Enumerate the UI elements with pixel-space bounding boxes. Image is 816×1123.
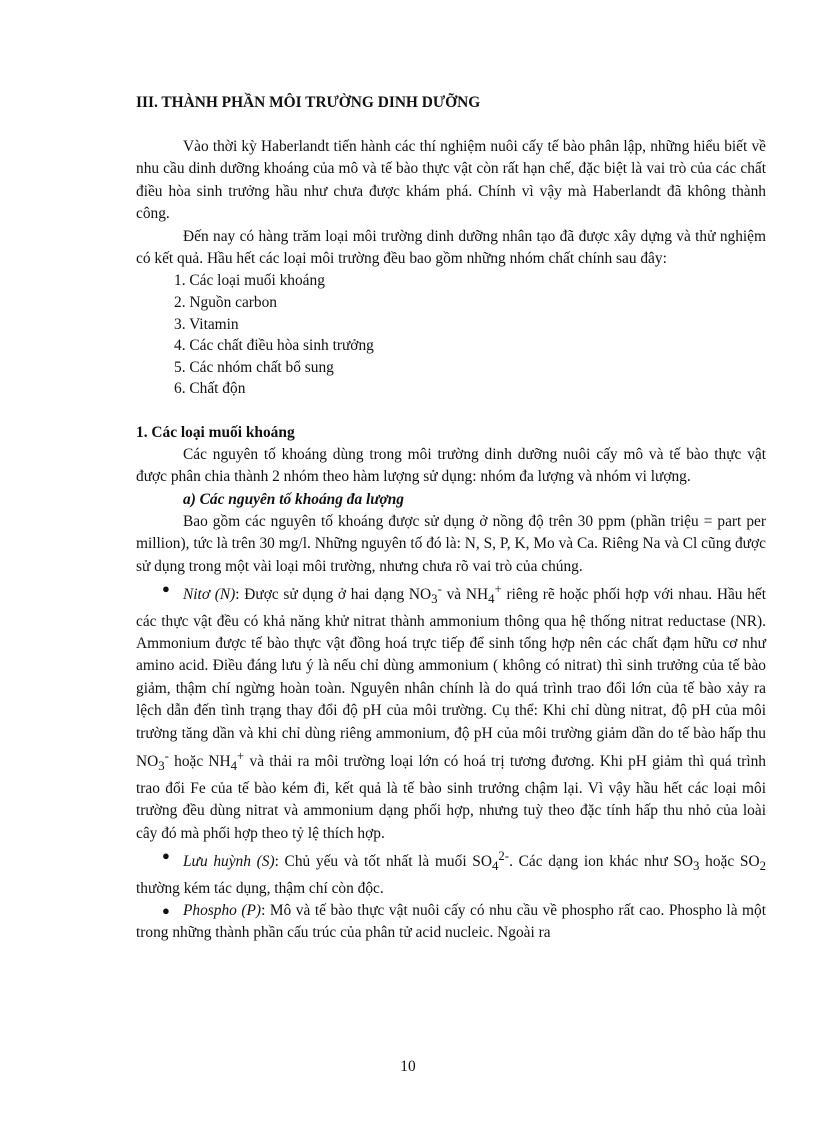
list-item: 2. Nguồn carbon [174,294,278,312]
section1-paragraph: Các nguyên tố khoáng dùng trong môi trường dinh dưỡng nuôi cấy mô và tế bào thực vật được phân chia thành 2 nhóm theo hàm lượng sử dụng: nhóm đa lượng và nhóm vi lượng. [136,446,766,486]
bullet-icon: ● [162,847,170,863]
component-list [136,270,766,400]
section-heading: III. THÀNH PHẦN MÔI TRƯỜNG DINH DƯỠNG [136,94,481,111]
list-item: 1. Các loại muối khoáng [174,272,325,290]
list-item: 5. Các nhóm chất bổ sung [174,358,334,376]
nitrogen-term: Nitơ (N) [183,586,236,604]
bullet-icon: ● [162,902,170,918]
subsection-a-paragraph: Bao gồm các nguyên tố khoáng được sử dụng ở nồng độ trên 30 ppm (phần triệu = part per million), tức là trên 30 mg/l. Những nguyên tố đó là: N, S, P, K, Mo và Ca. Riêng Na và Cl cũng được sử dụng trong một vài loại môi trường, nhưng chưa rõ vai trò của chúng. [136,512,766,575]
page-number: 10 [400,1058,416,1075]
list-item: 3. Vitamin [174,315,239,333]
list-item: 6. Chất độn [174,380,246,398]
intro-paragraph-2: Đến nay có hàng trăm loại môi trường dinh dưỡng nhân tạo đã được xây dựng và thử nghiệm có kết quả. Hầu hết các loại môi trường đều bao gồm những nhóm chất chính sau đây: [136,227,766,268]
intro-paragraph-1: Vào thời kỳ Haberlandt tiến hành các thí nghiệm nuôi cấy tế bào phân lập, những hiểu biết về nhu cầu dinh dưỡng khoáng của mô và tế bào thực vật còn rất hạn chế, đặc biệt là vai trò của các chất điều hòa sinh trưởng hầu như chưa được khám phá. Chính vì vậy mà Haberlandt đã không thành công. [136,138,766,223]
page-body [136,92,766,945]
phosphorus-bullet: ● Phospho (P): Mô và tế bào thực vật nuôi cấy có nhu cầu về phospho rất cao. Phospho là một trong những thành phần cấu trúc của phân tử acid nucleic. Ngoài ra [136,901,766,942]
phosphorus-term: Phospho (P) [183,901,262,919]
bullet-icon: ● [162,581,170,597]
subsection-a-title: a) Các nguyên tố khoáng đa lượng [183,490,405,508]
sulfur-term: Lưu huỳnh (S) [183,853,275,871]
subsection-title: 1. Các loại muối khoáng [136,424,295,441]
list-item: 4. Các chất điều hòa sinh trưởng [174,337,374,355]
nitrogen-bullet: ● Nitơ (N): Được sử dụng ở hai dạng $NO_3^-$ và $NH_4^+$ riêng rẽ hoặc phối hợp với nhau. Hầu hết các thực vật đều có khả năng khử nitrat thành ammonium thông qua hệ thống nitrat reductase (NR). Ammonium được tế bào thực vật đồng hoá trực tiếp để sinh tổng hợp nên các chất đạm hữu cơ như amino acid. Điều đáng lưu ý là nếu chỉ dùng ammonium ( không có nitrat) thì sinh trưởng của tế bào giảm, thậm chí ngừng hoàn toàn. Nguyên nhân chính là do quá trình trao đổi lớn của tế bào xảy ra lệch dẫn đến tình trạng thay đổi độ pH của môi trường. Cụ thể: Khi chỉ dùng nitrat, độ pH của môi trường tăng dần và khi chỉ dùng riêng ammonium, độ pH của môi trường giảm dần do tế bào hấp thu $NO_3^-$ hoặc $NH_4^+$ và thải ra môi trường loại lớn có hoá trị tương đương. Khi pH giảm thì quá trình trao đổi Fe của tế bào kém đi, kết quả là tế bào sinh trưởng chậm lại. Vì vậy hầu hết các loại môi trường đều dùng nitrat và ammonium dạng phối hợp, nhưng tuỳ theo đặc tính hấp thu nhỏ của loài cây đó mà phối hợp theo tỷ lệ thích hợp. [136,578,766,845]
sulfur-bullet: ● Lưu huỳnh (S): Chủ yếu và tốt nhất là muối $SO_4^{2-}$. Các dạng ion khác như $SO_3$ hoặc $SO_2$ thường kém tác dụng, thậm chí còn độc. [136,845,766,900]
